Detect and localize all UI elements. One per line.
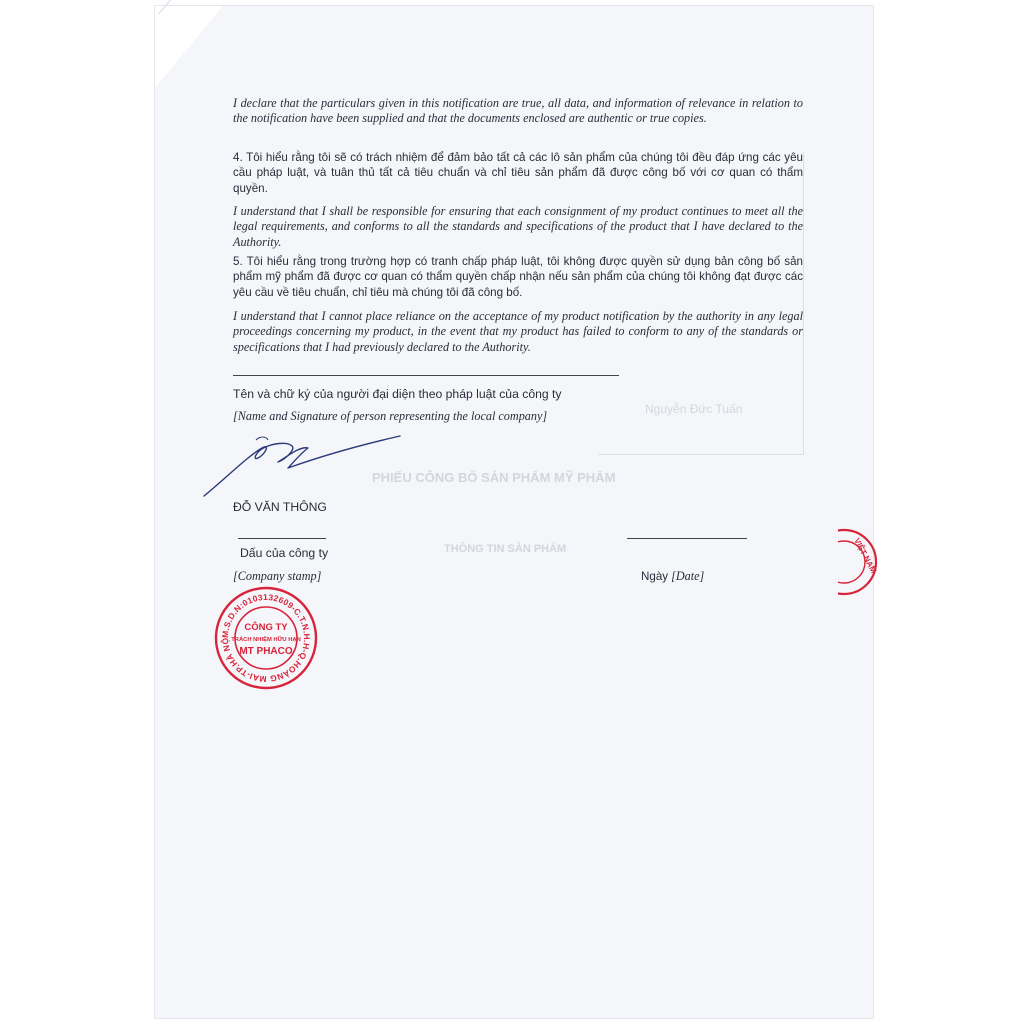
show-through-subheading: THÔNG TIN SẢN PHẨM <box>444 543 567 555</box>
stamp-label-english: [Company stamp] <box>233 569 322 583</box>
handwritten-signature <box>196 430 406 500</box>
signature-label-vietnamese: Tên và chữ ký của người đại diện theo pháp luật của công ty <box>233 387 562 401</box>
item-4-english: I understand that I shall be responsible for ensuring that each consignment of my product continues to meet all the legal requirements, and conforms to all the standards and specifications of the product that I have declared to the Authority. <box>233 204 803 249</box>
seal-line-2: TRÁCH NHIỆM HỮU HẠN <box>231 637 301 643</box>
signature-label-english: [Name and Signature of person representing the local company] <box>233 409 548 423</box>
company-seal <box>213 585 319 691</box>
show-through-box <box>598 152 804 455</box>
item-5-english: I understand that I cannot place reliance on the acceptance of my product notification by the authority in any legal proceedings concerning my product, in the event that my product has failed to conform to any of the standards or specifications that I had previously declared to the Authority. <box>233 309 803 354</box>
date-label <box>641 569 704 584</box>
date-rule <box>627 538 747 539</box>
signer-name: ĐỖ VĂN THÔNG <box>233 500 327 514</box>
seal-ring-text: M.S.D.N:0103132609-C.T.N.H.H-Q.HOÀNG MAI-TP.HÀ NỘ <box>219 591 313 685</box>
date-label-vietnamese: Ngày <box>641 570 669 583</box>
show-through-name: Nguyễn Đức Tuấn <box>645 402 743 416</box>
edge-seal <box>838 510 878 614</box>
item-4-vietnamese: 4. Tôi hiểu rằng tôi sẽ có trách nhiệm để đảm bảo tất cả các lô sản phẩm của chúng tôi đều đáp ứng các yêu cầu pháp luật, và tuân thủ tất cả tiêu chuẩn và chỉ tiêu sản phẩm đã được công bố với cơ quan có thẩm quyền. <box>233 151 803 195</box>
stamp-label-vietnamese: Dấu của công ty <box>240 546 329 560</box>
date-label-english: [Date] <box>671 569 705 583</box>
signature-rule <box>233 375 619 376</box>
seal-line-1: CÔNG TY <box>244 622 288 633</box>
seal-line-3: MT PHACO <box>239 646 293 657</box>
edge-seal-text: VIỆT NAM <box>852 536 878 575</box>
stamp-rule <box>238 538 326 539</box>
declaration-english: I declare that the particulars given in this notification are true, all data, and information of relevance in relation to the notification have been supplied and that the documents enclosed are authentic or true copies. <box>233 96 803 126</box>
folded-corner <box>155 6 223 88</box>
item-5-vietnamese: 5. Tôi hiểu rằng trong trường hợp có tranh chấp pháp luật, tôi không được quyền sử dụng bản công bố sản phẩm mỹ phẩm đã được cơ quan có thẩm quyền chấp nhận nếu sản phẩm của chúng tôi không đạt được các yêu cầu về tiêu chuẩn, chỉ tiêu mà chúng tôi đã công bố. <box>233 255 803 299</box>
show-through-heading: PHIẾU CÔNG BỐ SẢN PHẨM MỸ PHẨM <box>372 470 616 485</box>
